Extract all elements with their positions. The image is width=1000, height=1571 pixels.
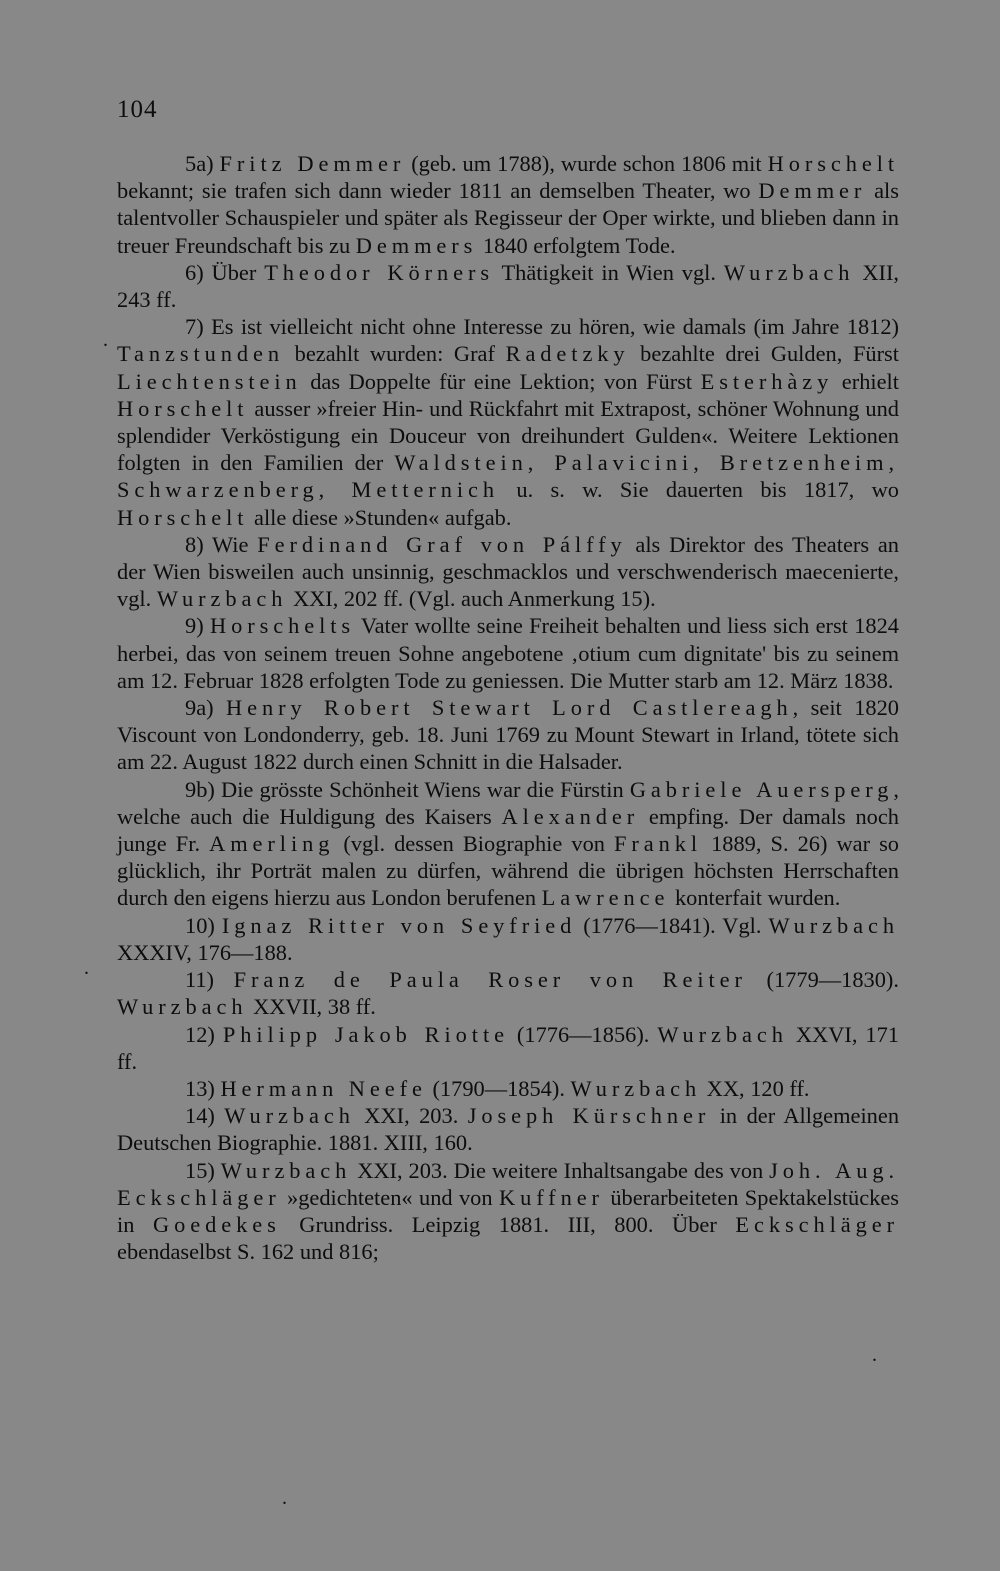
spaced-name: Horschelt [117,395,249,421]
note-text: 5a) [185,151,220,176]
margin-mark: . [103,329,108,351]
note-text: 7) Es ist vielleicht nicht ohne Interesse zu hören, wie damals (im Jahre 1812) [185,314,899,340]
spaced-name: Horschelts [209,613,356,639]
spaced-name: Wurzbach [220,1157,352,1183]
note-text: 6) Über [185,259,265,285]
note-text: 11) [185,967,234,993]
spaced-name: Tanzstunden [117,341,285,367]
note-text: 9b) Die grösste Schönheit Wiens war die Fürstin [185,776,630,802]
spaced-name: Theodor Körners [264,259,494,285]
note-text: in der Allgemeinen Deutschen Biographie. 1881. XIII, 160. [117,1103,900,1156]
spaced-name: Gabriele Auersperg [629,776,894,802]
spaced-name: Wurzbach [657,1021,788,1047]
note-text: alle diese »Stunden« aufgab. [248,504,512,530]
stray-mark: . [872,1344,877,1366]
note-text: XX, 120 ff. [701,1075,810,1101]
note-text: (1779—1830). [746,967,899,993]
spaced-name: Eckschläger [735,1211,899,1237]
note-text: XXI, 203. Die weitere Inhaltsangabe des von [351,1157,770,1183]
spaced-name: Hermann Neefe [220,1075,427,1101]
spaced-name: Frankl [614,831,703,857]
note-text: (1790—1854). [426,1075,571,1101]
endnote [117,612,899,694]
note-text: 9a) [185,695,227,721]
note-text: XXI, 202 ff. (Vgl. auch Anmerkung 15). [287,586,656,612]
note-text: erhielt [833,368,899,394]
note-text: bezahlte drei Gulden, Fürst [629,341,899,367]
spaced-name: Joh. Aug. Eckschläger [117,1157,900,1210]
note-text: empfing. Der damals noch junge Fr. [117,803,899,857]
note-text: XXI, 203. [354,1103,468,1129]
spaced-name: Ferdinand Graf von Pálffy [257,531,627,557]
endnote [117,694,899,776]
spaced-name: Franz de Paula Roser von Reiter [233,967,747,993]
spaced-name: Fritz Demmer [219,151,406,176]
endnote [117,966,899,1020]
spaced-name: Wurzbach [768,912,899,938]
endnote [117,912,899,966]
spaced-name: Wurzbach [224,1103,355,1129]
note-text: 15) [185,1157,221,1183]
endnote [117,313,899,531]
note-text: 9) [185,613,210,639]
note-text: 1889, S. 26) war so glücklich, ihr Porträt malen zu dürfen, während die übrigen höchsten Herrschaften durch den eigens hierzu aus London berufenen [117,831,899,911]
note-text: Vater wollte seine Freiheit behalten und liess sich erst 1824 herbei, das von seinem treuen Sohne angebotene ‚otium cum dignitate' bis zu seinem am 12. Februar 1828 erfolgten Tode zu geniessen. Die Mutter starb am 12. März 1838. [117,613,899,693]
note-text: (1776—1856). [508,1021,658,1047]
page-number: 104 [117,96,158,123]
note-text: , welche auch die Huldigung des Kaisers [117,776,899,829]
note-text: Grundriss. Leipzig 1881. III, 800. Über [280,1211,736,1237]
margin-mark: . [84,957,89,979]
spaced-name: Kuffner [498,1184,604,1210]
spaced-name: Horschelt [767,151,899,176]
endnotes [117,150,899,1265]
spaced-name: Goedekes [153,1211,281,1237]
endnote [117,1102,899,1156]
spaced-name: Radetzky [505,341,630,367]
endnote [117,259,899,313]
spaced-name: Wurzbach [156,586,288,612]
spaced-name: Horschelt [117,504,249,530]
spaced-name: Philipp Jakob Riotte [222,1021,509,1047]
note-text: 12) [185,1021,223,1047]
endnote [117,1021,899,1075]
spaced-name: Wurzbach [117,994,248,1020]
endnote [117,776,899,912]
note-text: »gedichteten« und von [280,1184,499,1210]
note-text: (vgl. dessen Biographie von [334,831,614,857]
note-text: , seit 1820 Viscount von Londonderry, geb. 18. Juni 1769 zu Mount Stewart in Irland, tötete sich am 22. August 1822 durch einen Schnitt in die Halsader. [117,695,899,775]
endnote [117,1075,899,1102]
note-text: 10) [185,912,222,938]
note-text: ausser »freier Hin- und Rückfahrt mit Extrapost, schöner Wohnung und splendider Verköstigung ein Douceur von dreihundert Gulden«. Weitere Lektionen folgten in den Familien der [117,395,899,476]
spaced-name: Henry Robert Stewart Lord Castlereagh [226,695,793,721]
note-text: u. s. w. Sie dauerten bis 1817, wo [499,477,899,503]
stray-mark: . [282,1487,287,1509]
spaced-name: Liechtenstein [117,368,302,394]
note-text: als Direktor des Theaters an der Wien bisweilen auch unsinnig, geschmacklos und verschwenderisch maecenierte, vgl. [117,531,899,612]
spaced-name: Waldstein, Palavicini, Bretzenheim, Schwarzenberg, Metternich [117,450,899,503]
note-text: überarbeiteten Spektakelstückes in [117,1184,900,1237]
note-text: das Doppelte für eine Lektion; von Fürst [301,368,701,394]
spaced-name: Joseph Kürschner [467,1103,711,1129]
note-text: (1776—1841). Vgl. [576,912,769,938]
spaced-name: Lawrence [541,885,670,911]
note-text: konterfait wurden. [669,885,841,911]
endnote [117,150,899,259]
note-text: Thätigkeit in Wien vgl. [494,259,724,285]
note-text: 8) Wie [185,531,258,557]
note-text: 13) [185,1075,221,1101]
spaced-name: Amerling [209,831,335,857]
note-text: XXXIV, 176—188. [117,939,293,965]
note-text: XXVII, 38 ff. [247,994,376,1020]
spaced-name: Ignaz Ritter von Seyfried [221,912,577,938]
note-text: als talentvoller Schauspieler und später als Regisseur der Oper wirkte, und blieben dann in treuer Freundschaft bis zu [117,178,899,258]
note-text: 14) [185,1103,225,1129]
spaced-name: Wurzbach [723,259,855,285]
note-text: bezahlt wurden: Graf [284,341,506,367]
note-text: (geb. um 1788), wurde schon 1806 mit [405,151,768,176]
note-text: XXVI, 171 ff. [117,1021,899,1074]
spaced-name: Demmers [355,232,478,258]
endnote [117,1157,899,1266]
spaced-name: Demmer [758,178,867,204]
endnote [117,531,899,613]
note-text: ebendaselbst S. 162 und 816; [117,1239,379,1265]
note-text: 1840 erfolgtem Tode. [477,232,676,258]
note-text: bekannt; sie trafen sich dann wieder 1811 an demselben Theater, wo [117,178,759,204]
spaced-name: Alexander [501,803,640,829]
spaced-name: Esterhàzy [700,368,834,394]
note-text: XII, 243 ff. [117,259,900,313]
spaced-name: Wurzbach [570,1075,702,1101]
